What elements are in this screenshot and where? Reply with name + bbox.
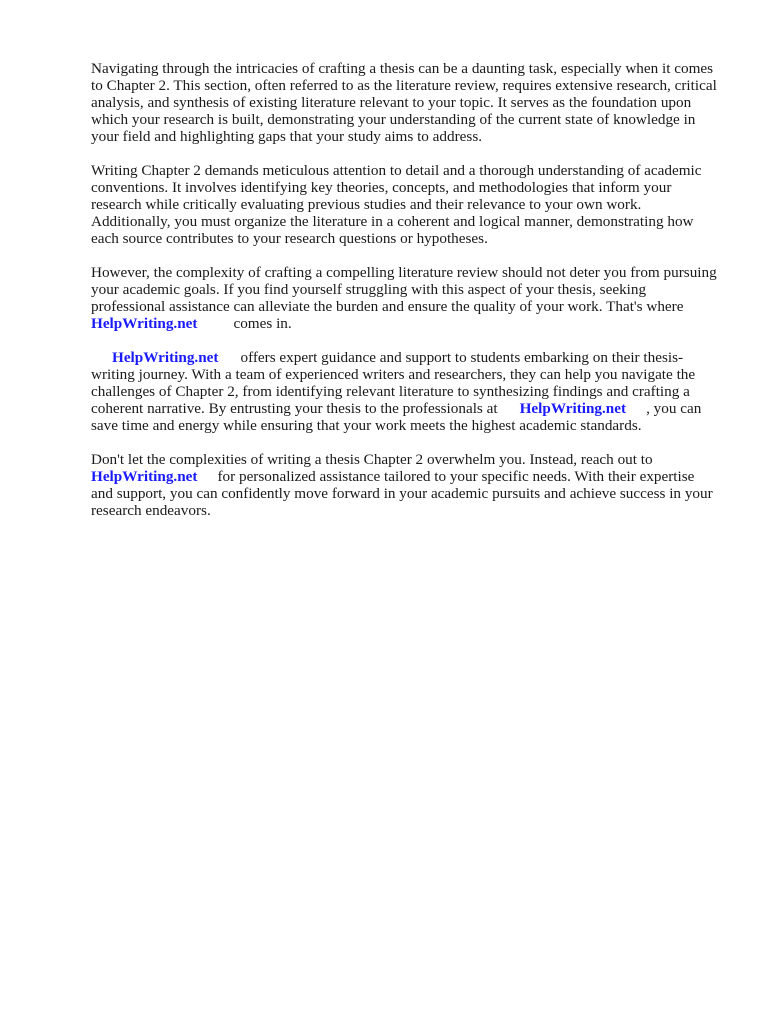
paragraph-closing-tail: for personalized assistance tailored to your specific needs. With their expertise and support, you can confidently move forward in your academic pursuits and achieve success in your research endeavors. [91,468,713,519]
paragraph-closing [91,451,717,519]
helpwriting-link[interactable]: HelpWriting.net [91,468,198,485]
paragraph-service-tail: , you can save time and energy while ensuring that your work meets the highest academic standards. [91,400,702,434]
paragraph-intro [91,60,717,145]
paragraph-complexity [91,264,717,332]
document-body [91,60,717,536]
paragraph-chapter-2 [91,162,717,247]
paragraph-service [91,349,717,434]
paragraph-intro-text: Navigating through the intricacies of crafting a thesis can be a daunting task, especially when it comes to Chapter 2. This section, often referred to as the literature review, requires extensive research, critical analysis, and synthesis of existing literature relevant to your topic. It serves as the foundation upon which your research is built, demonstrating your understanding of the current state of knowledge in your field and highlighting gaps that your study aims to address. [91,60,717,145]
helpwriting-link[interactable]: HelpWriting.net [519,400,627,417]
paragraph-complexity-text: However, the complexity of crafting a compelling literature review should not deter you from pursuing your academic goals. If you find yourself struggling with this aspect of your thesis, seeking professional assistance can alleviate the burden and ensure the quality of your work. That's where [91,264,717,315]
paragraph-service-text: offers expert guidance and support to students embarking on their thesis-writing journey. With a team of experienced writers and researchers, they can help you navigate the challenges of Chapter 2, from identifying relevant literature to synthesizing findings and crafting a coherent narrative. By entrusting your thesis to the professionals at [91,349,696,417]
paragraph-closing-text: Don't let the complexities of writing a thesis Chapter 2 overwhelm you. Instead, reach out to [91,451,653,468]
paragraph-chapter-2-text: Writing Chapter 2 demands meticulous attention to detail and a thorough understanding of academic conventions. It involves identifying key theories, concepts, and methodologies that inform your research while critically evaluating previous studies and their relevance to your own work. Additionally, you must organize the literature in a coherent and logical manner, demonstrating how each source contributes to your research questions or hypotheses. [91,162,702,247]
helpwriting-link[interactable]: HelpWriting.net [112,349,219,366]
paragraph-complexity-tail: comes in. [233,315,292,332]
helpwriting-link[interactable]: HelpWriting.net [91,315,198,332]
